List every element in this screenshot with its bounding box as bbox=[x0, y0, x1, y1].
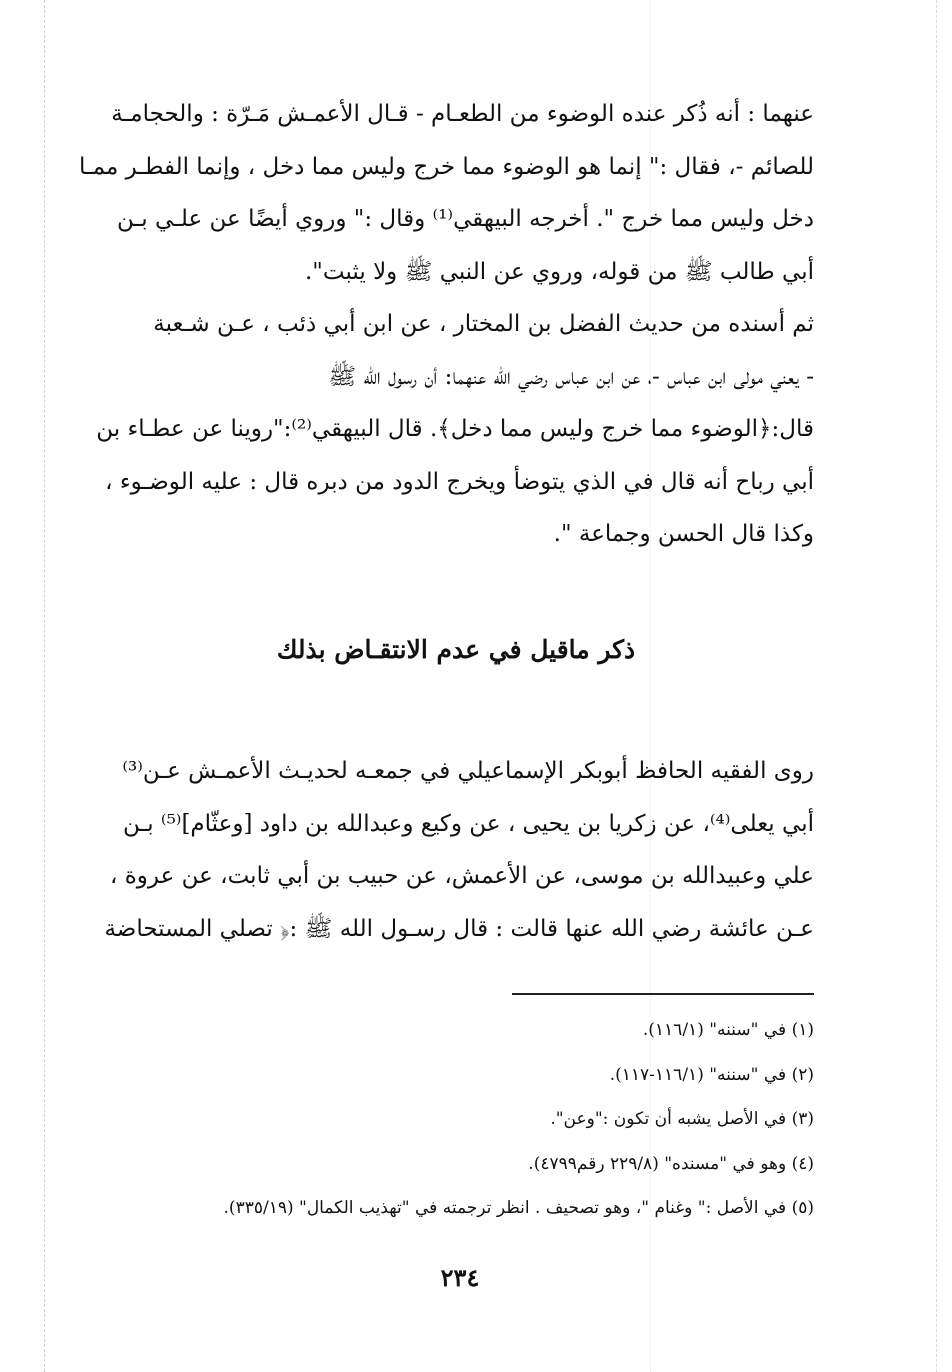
text-line: أبي طالب ﷺ من قوله، وروي عن النبي ﷺ ولا يثبت". bbox=[305, 258, 814, 285]
footnote-5: (٥) في الأصل :" وغنام "، وهو تصحيف . انظر ترجمته في "تهذيب الكمال" (٣٣٥/١٩). bbox=[223, 1198, 814, 1218]
text-line: للصائم -، فقال :" إنما هو الوضوء مما خرج وليس مما دخل ، وإنما الفطـر ممـا bbox=[78, 153, 814, 180]
paragraph-1 bbox=[78, 88, 814, 298]
text-line: وكذا قال الحسن وجماعة ". bbox=[553, 521, 814, 547]
footnote-1: (١) في "سننه" (١١٦/١). bbox=[642, 1020, 814, 1040]
page-number: ٢٣٤ bbox=[440, 1263, 480, 1292]
text-line: - يعني مولى ابن عباس -، عن ابن عباس رضي الله عنهما: أن رسول الله ﷺ bbox=[328, 363, 814, 390]
footnote-2: (٢) في "سننه" (١١٦/١-١١٧). bbox=[609, 1064, 814, 1085]
scan-edge-left bbox=[44, 0, 46, 1372]
text-line: قال:﴿الوضوء مما خرج وليس مما دخل﴾. قال البيهقي⁽²⁾:"روينا عن عطـاء بن bbox=[96, 416, 814, 442]
footnote-4: (٤) وهو في "مسنده" (٢٢٩/٨ رقم٤٧٩٩). bbox=[528, 1153, 814, 1174]
paragraph-2 bbox=[96, 298, 814, 561]
footnotes-list bbox=[102, 1008, 814, 1231]
text-line: علي وعبيدالله بن موسى، عن الأعمش، عن حبيب بن أبي ثابت، عن عروة ، bbox=[110, 863, 814, 889]
paragraph-3 bbox=[102, 745, 814, 955]
footnote-3: (٣) في الأصل يشبه أن تكون :"وعن". bbox=[550, 1109, 814, 1129]
text-line: عـن عائشة رضي الله عنها قالت : قال رسـول الله ﷺ :﴿ تصلي المستحاضة bbox=[104, 915, 814, 942]
text-line: روى الفقيه الحافظ أبوبكر الإسماعيلي في جمعـه لحديـث الأعمـش عـن⁽³⁾ bbox=[122, 758, 814, 784]
text-line: أبي رباح أنه قال في الذي يتوضأ ويخرج الدود من دبره قال : عليه الوضـوء ، bbox=[105, 468, 814, 495]
text-line: أبي يعلى⁽⁴⁾، عن زكريا بن يحيى ، عن وكيع وعبدالله بن داود [وعثّام]⁽⁵⁾ بـن bbox=[122, 810, 814, 837]
text-line: عنهما : أنه ذُكر عنده الوضوء من الطعـام - قـال الأعمـش مَـرّة : والحجامـة bbox=[111, 101, 814, 127]
text-line: دخل وليس مما خرج ". أخرجه البيهقي⁽¹⁾ وقال :" وروي أيضًا عن علـي بـن bbox=[117, 206, 814, 232]
scan-edge-right bbox=[936, 0, 938, 1372]
section-heading: ذكر ماقيل في عدم الانتقـاض بذلك bbox=[276, 635, 636, 664]
footnote-separator bbox=[512, 993, 814, 995]
text-line: ثم أسنده من حديث الفضل بن المختار ، عن ابن أبي ذئب ، عـن شـعبة bbox=[153, 311, 814, 337]
